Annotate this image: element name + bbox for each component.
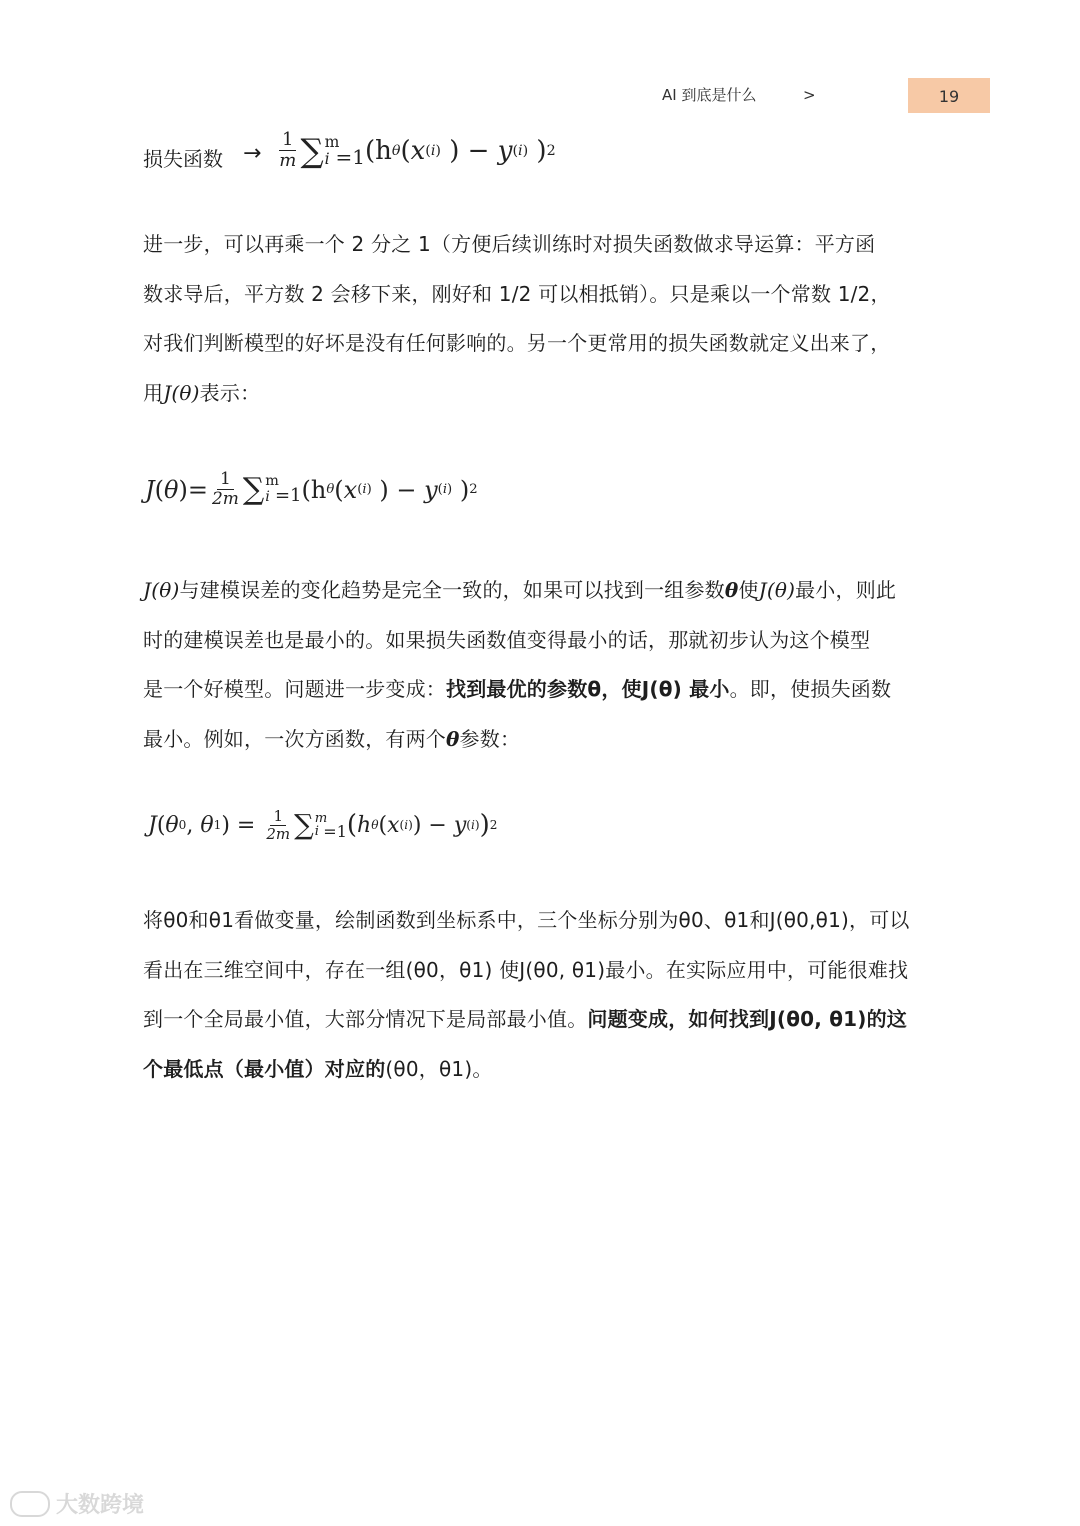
paragraph-3 <box>143 896 943 1094</box>
formula-j-theta: J ( θ )= $\frac{1}{2m}$ ∑ m i =1 (h θ ( x (i) ) − y (i) ) 2 <box>145 469 478 509</box>
text-line: 到一个全局最小值，大部分情况下是局部最小值。问题变成，如何找到J(θ0, θ1)的这 <box>143 1007 908 1031</box>
chevron-right-icon: > <box>803 86 816 104</box>
watermark <box>10 1488 144 1519</box>
text-line: 个最低点（最小值）对应的(θ0，θ1)。 <box>143 1056 493 1081</box>
text-line: 对我们判断模型的好坏是没有任何影响的。另一个更常用的损失函数就定义出来了， <box>143 331 891 355</box>
header-title: AI 到底是什么 <box>662 86 757 104</box>
formula-loss: $\frac{1}{m}$ ∑ m i =1 (h θ ( x (i) ) − y (i) ) 2 <box>279 129 556 171</box>
watermark-text: 大数跨境 <box>56 1493 145 1518</box>
page-number-badge <box>908 78 990 113</box>
text-line: 进一步，可以再乘一个 2 分之 1（方便后续训练时对损失函数做求导运算：平方函 <box>143 232 876 256</box>
text-line: 时的建模误差也是最小的。如果损失函数值变得最小的话，那就初步认为这个模型 <box>143 627 871 652</box>
watermark-logo-icon <box>10 1491 50 1517</box>
text-line: 数求导后，平方数 2 会移下来，刚好和 1/2 可以相抵销）。只是乘以一个常数 1/2， <box>143 281 891 306</box>
text-line: J(θ)与建模误差的变化趋势是完全一致的，如果可以找到一组参数θ使J(θ)最小，则此 <box>143 578 897 602</box>
formula-j-theta0-theta1: J ( θ 0 , θ 1 ) = $\frac{1}{2m}$ ∑ m i =1 ( h θ ( x (i) ) − y (i) ) 2 <box>148 807 498 843</box>
arrow-right-icon: → <box>243 141 262 166</box>
paragraph-1 <box>143 220 943 418</box>
loss-function-label: 损失函数 <box>143 147 223 171</box>
text-line: 看出在三维空间中，存在一组(θ0，θ1) 使J(θ0, θ1)最小。在实际应用中，可能很难找 <box>143 957 909 982</box>
text-line: 最小。例如，一次方函数，有两个θ参数： <box>143 726 521 751</box>
paragraph-2 <box>143 566 943 764</box>
page-number: 19 <box>938 87 960 106</box>
text-line: 是一个好模型。问题进一步变成：找到最优的参数θ，使J(θ) 最小。即，使损失函数 <box>143 677 892 701</box>
text-line: 将θ0和θ1看做变量，绘制函数到坐标系中，三个坐标分别为θ0、θ1和J(θ0,θ1)，可以 <box>143 908 910 932</box>
text-line: 用J(θ)表示： <box>143 380 261 405</box>
